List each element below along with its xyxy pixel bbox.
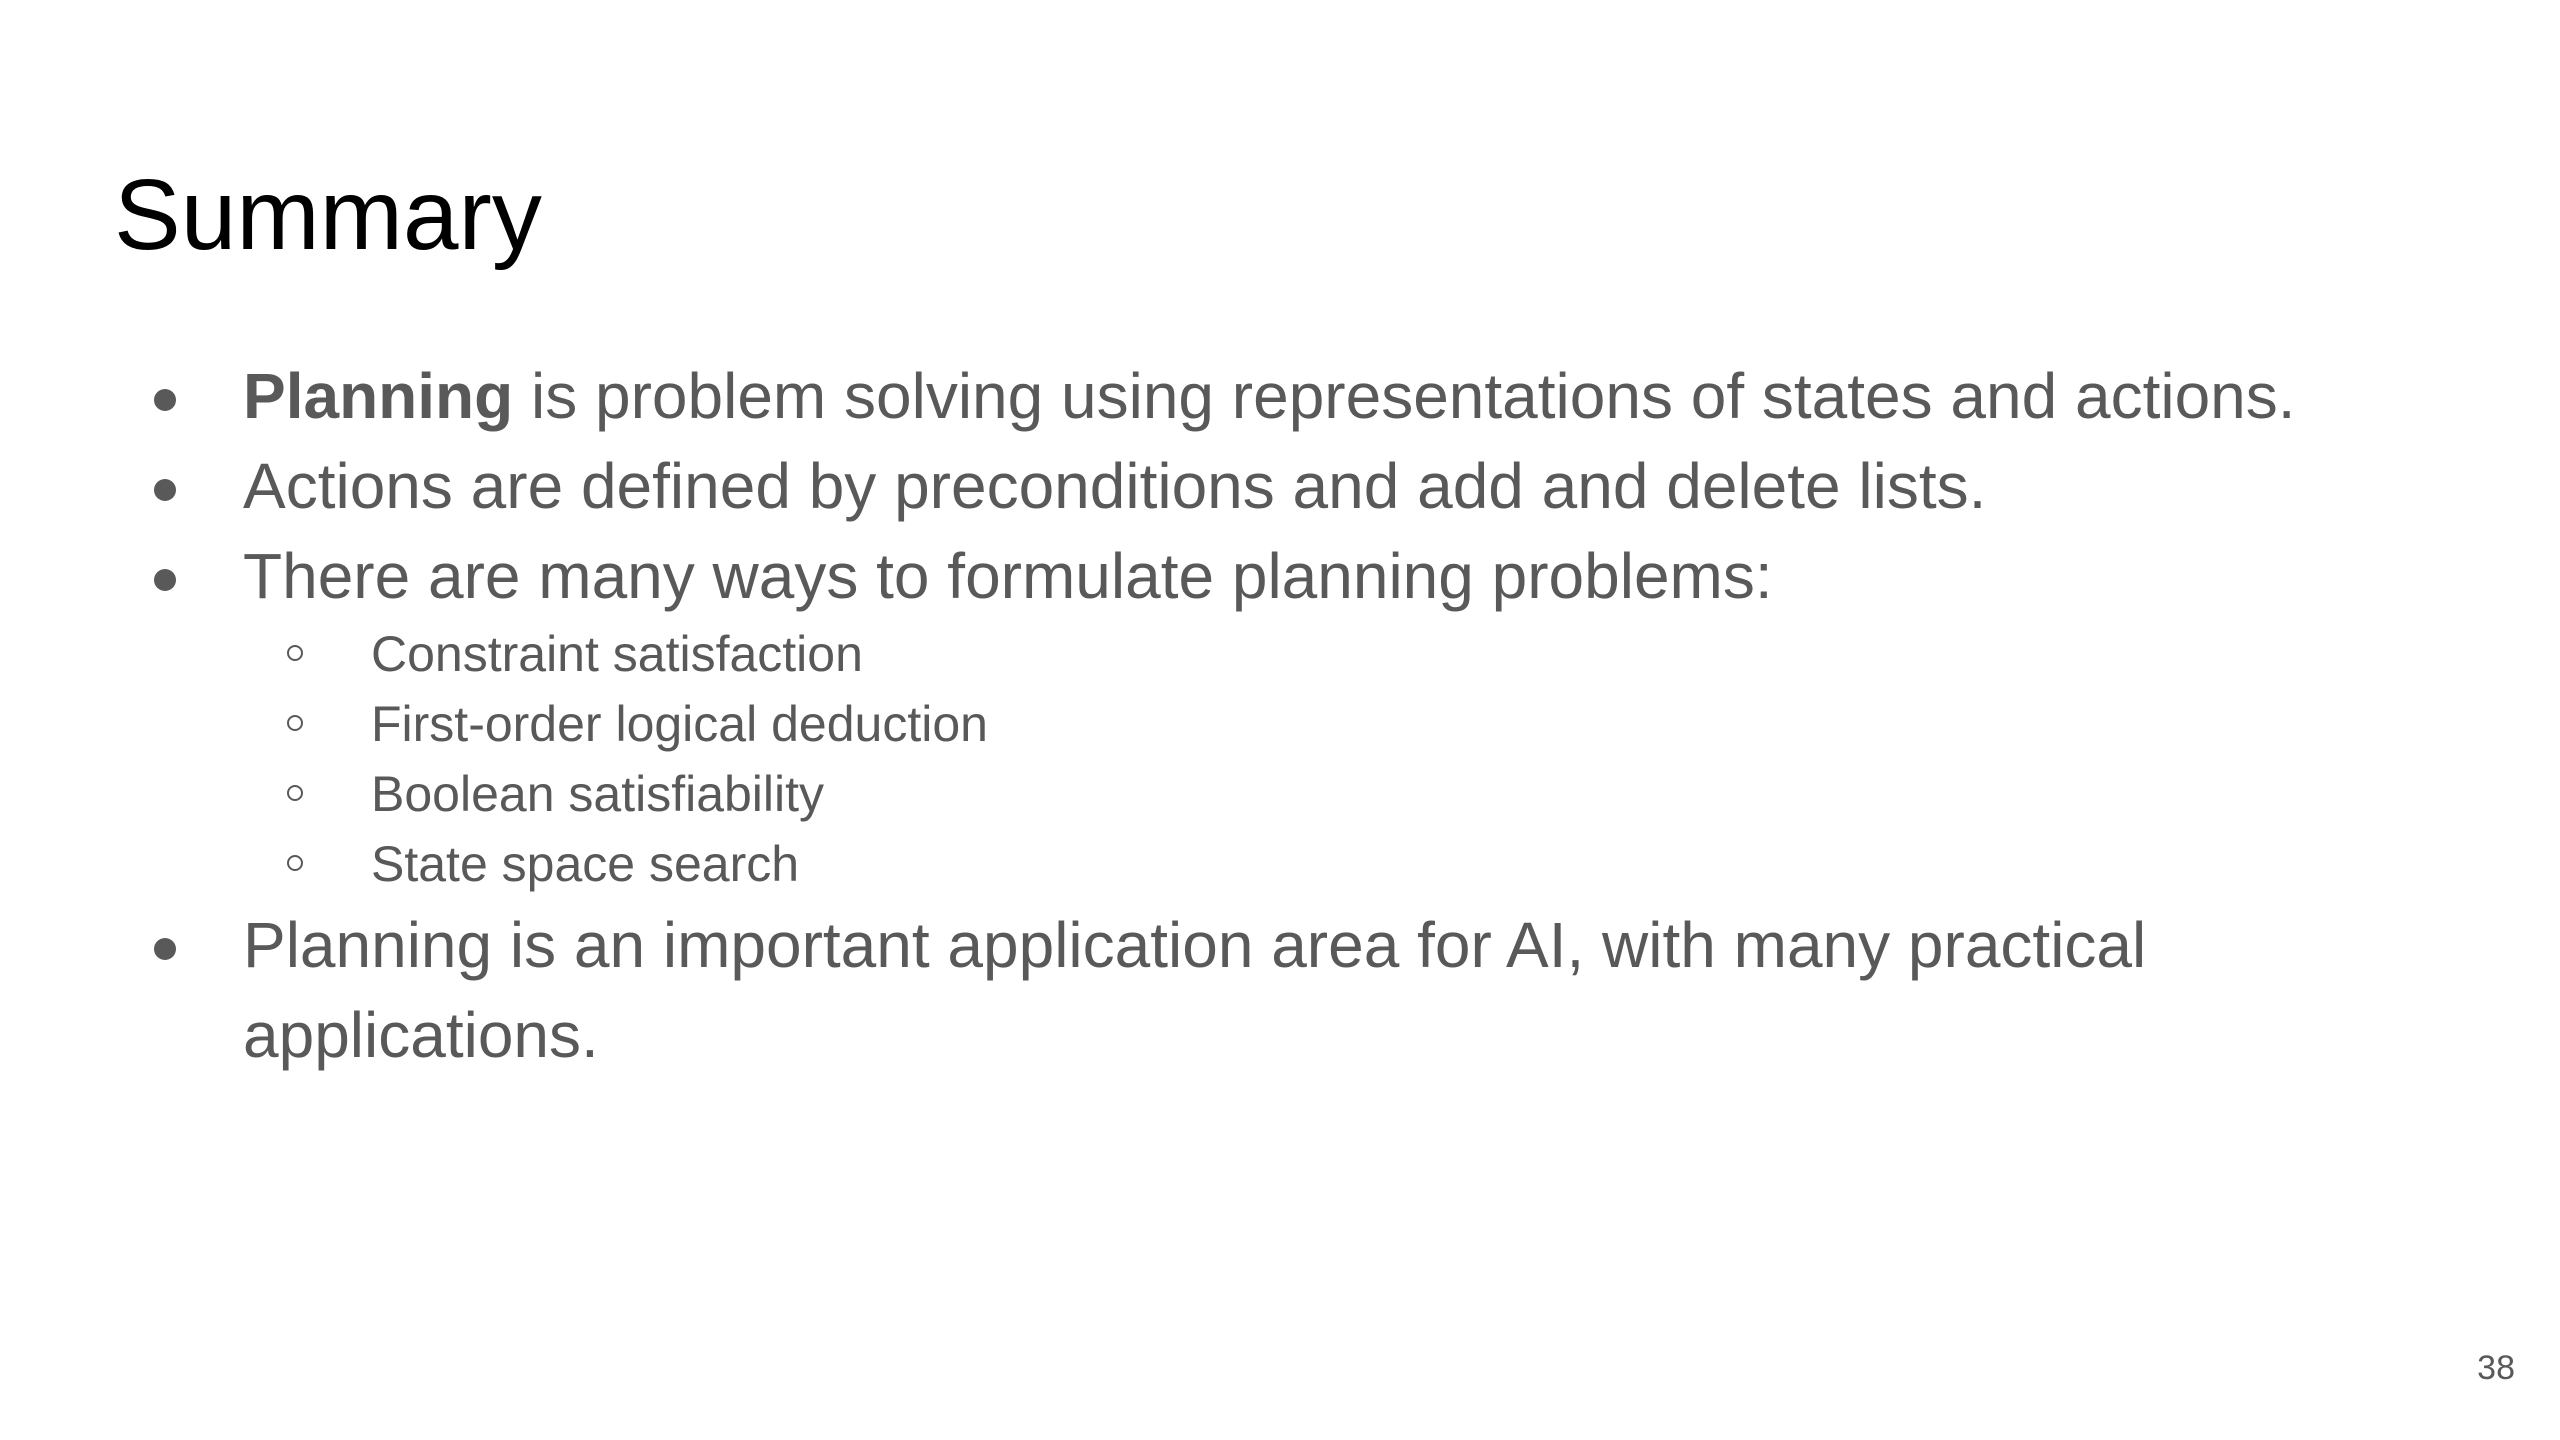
sub-bullet-text: First-order logical deduction [371,696,988,752]
bullet-circle-icon [287,785,303,801]
bullet-text-line-2: applications. [243,999,599,1071]
sub-bullet-text: Constraint satisfaction [371,626,863,682]
bullet-circle-icon [287,715,303,731]
bullet-text [243,351,2296,441]
bullet-text-line-1: Planning is an important application area for AI, with many practical [243,909,2147,981]
page-number: 38 [2477,1349,2515,1387]
bullet-text: Actions are defined by preconditions and add and delete lists. [243,450,1987,522]
slide-title: Summary [114,159,542,271]
sub-bullet-item [0,619,2560,689]
sub-bullet-item [0,829,2560,899]
bullet-circle-icon [287,645,303,661]
bullet-dot-icon [154,569,176,591]
bullet-item [0,531,2560,621]
bullet-strong-term: Planning [243,360,514,432]
bullet-dot-icon [154,938,176,960]
sub-bullet-item [0,759,2560,829]
bullet-item [0,441,2560,531]
bullet-item [0,900,2560,1080]
bullet-text-rest: is problem solving using representations of states and actions. [513,360,2296,432]
bullet-circle-icon [287,855,303,871]
bullet-item [0,351,2560,441]
bullet-dot-icon [154,479,176,501]
sub-bullet-item [0,689,2560,759]
bullet-dot-icon [154,389,176,411]
bullet-text: There are many ways to formulate planning problems: [243,540,1773,612]
sub-bullet-text: Boolean satisfiability [371,766,825,822]
sub-bullet-text: State space search [371,836,800,892]
